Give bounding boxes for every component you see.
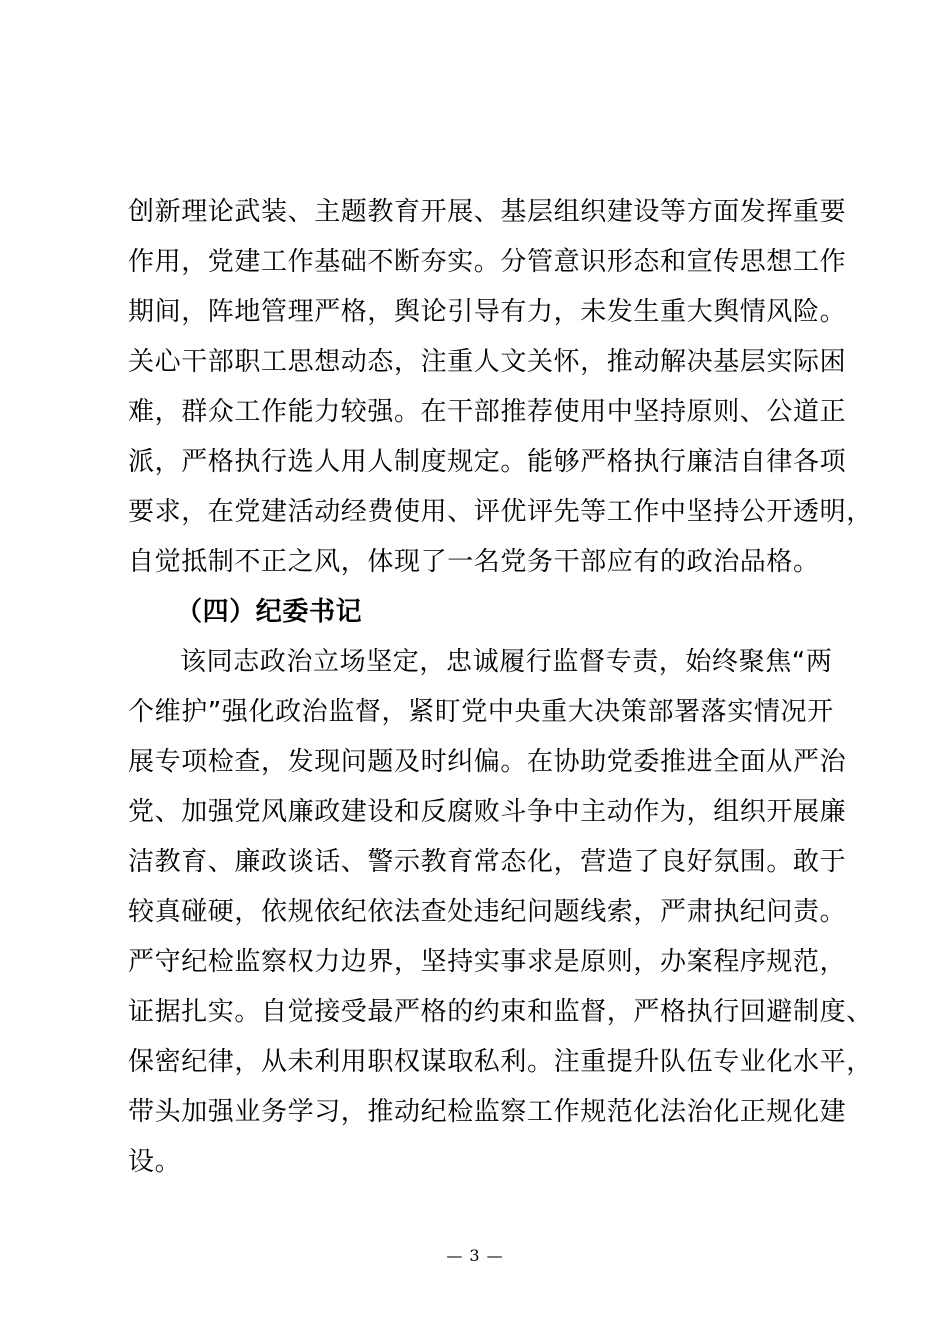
- paragraph-line: 保密纪律，从未利用职权谋取私利。注重提升队伍专业化水平，: [128, 1047, 873, 1077]
- paragraph-line: 带头加强业务学习，推动纪检监察工作规范化法治化正规化建: [128, 1097, 847, 1127]
- paragraph-line: 洁教育、廉政谈话、警示教育常态化，营造了良好氛围。敢于: [128, 847, 847, 877]
- paragraph-line: 要求，在党建活动经费使用、评优评先等工作中坚持公开透明，: [128, 497, 873, 527]
- paragraph-line: 证据扎实。自觉接受最严格的约束和监督，严格执行回避制度、: [128, 997, 873, 1027]
- paragraph-line: 该同志政治立场坚定，忠诚履行监督专责，始终聚焦“两: [180, 647, 833, 677]
- paragraph-line: 个维护”强化政治监督，紧盯党中央重大决策部署落实情况开: [128, 697, 834, 727]
- paragraph-line: 关心干部职工思想动态，注重人文关怀，推动解决基层实际困: [128, 347, 847, 377]
- section-heading: （四）纪委书记: [176, 597, 363, 627]
- paragraph-line: 创新理论武装、主题教育开展、基层组织建设等方面发挥重要: [128, 197, 847, 227]
- paragraph-line: 展专项检查，发现问题及时纠偏。在协助党委推进全面从严治: [128, 747, 847, 777]
- paragraph-line: 作用，党建工作基础不断夯实。分管意识形态和宣传思想工作: [128, 247, 847, 277]
- paragraph-line: 较真碰硬，依规依纪依法查处违纪问题线索，严肃执纪问责。: [128, 897, 847, 927]
- paragraph-line: 自觉抵制不正之风，体现了一名党务干部应有的政治品格。: [128, 547, 820, 577]
- paragraph-line: 严守纪检监察权力边界，坚持实事求是原则，办案程序规范，: [128, 947, 847, 977]
- paragraph-line: 党、加强党风廉政建设和反腐败斗争中主动作为，组织开展廉: [128, 797, 847, 827]
- paragraph-line: 期间，阵地管理严格，舆论引导有力，未发生重大舆情风险。: [128, 297, 847, 327]
- page-number: — 3 —: [446, 1246, 504, 1265]
- paragraph-line: 难，群众工作能力较强。在干部推荐使用中坚持原则、公道正: [128, 397, 847, 427]
- paragraph-line: 派，严格执行选人用人制度规定。能够严格执行廉洁自律各项: [128, 447, 847, 477]
- paragraph-line: 设。: [128, 1147, 182, 1177]
